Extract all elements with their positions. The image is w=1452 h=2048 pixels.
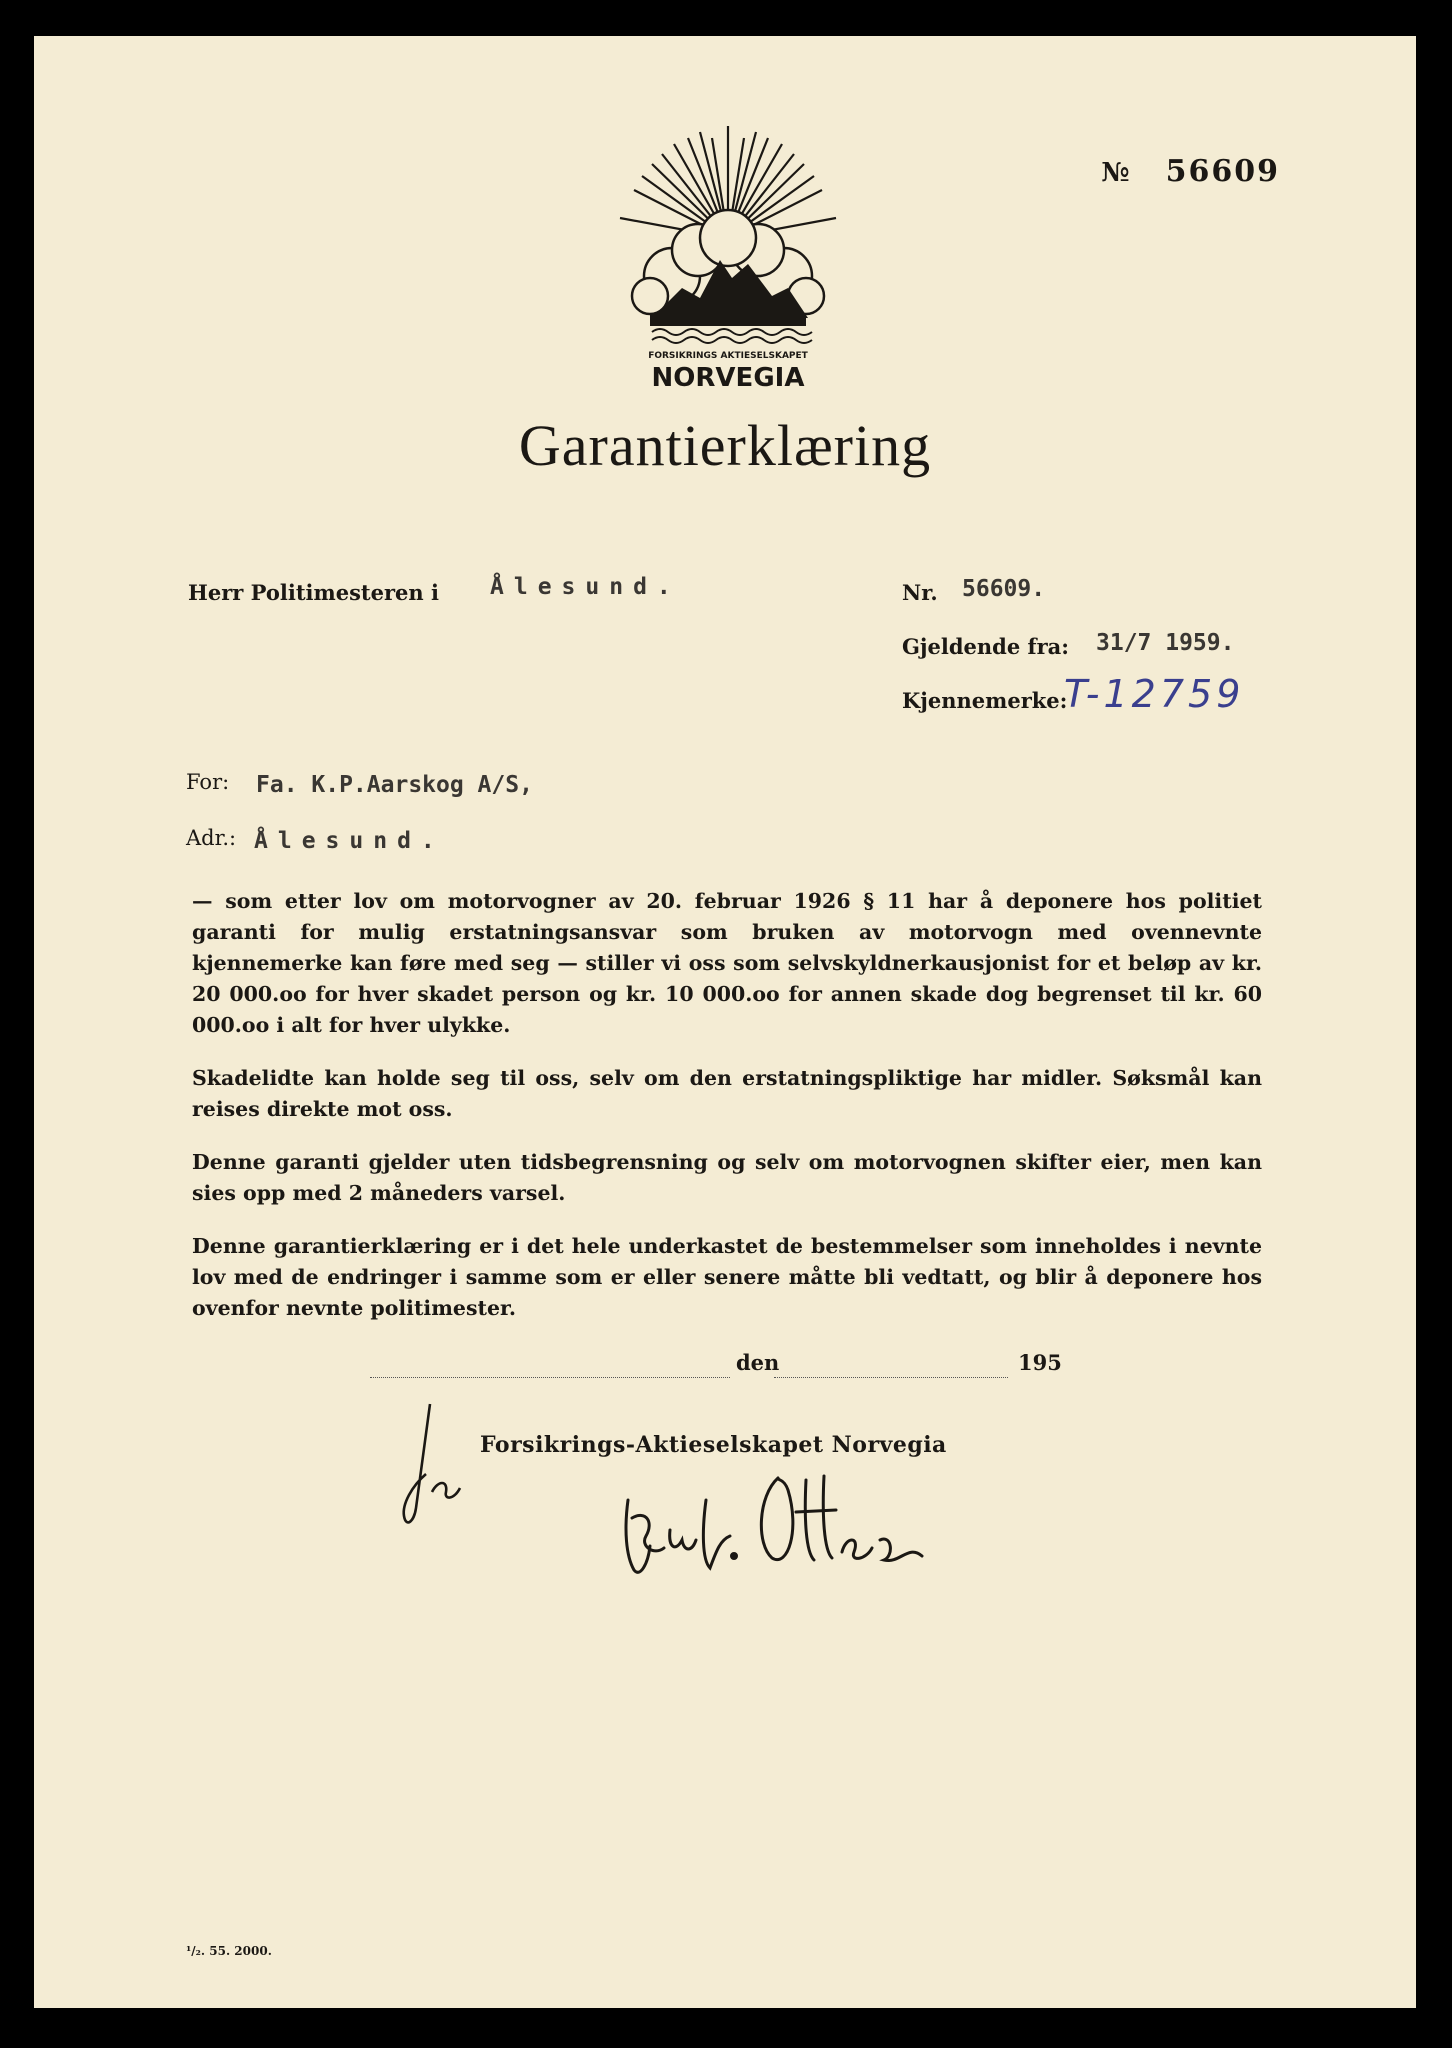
serial-number-value: 56609 [1165, 154, 1280, 189]
body-text [192, 886, 1262, 1346]
reg-mark-value: T-12759 [1064, 672, 1245, 716]
date-place-line [370, 1376, 730, 1378]
signature-text: Rud. Ottesen [610, 1460, 617, 1461]
signature-prefix-mark [396, 1396, 476, 1536]
logo-caption-large: NORVEGIA [651, 363, 805, 393]
paragraph-duration: Denne garanti gjelder uten tidsbegrensning og selv om motorvognen skifter eier, men kan sies opp med 2 måneders varsel. [192, 1150, 1262, 1205]
date-den-label: den [736, 1350, 780, 1375]
addr-value: Ålesund. [254, 828, 445, 854]
reg-mark-label: Kjennemerke: [902, 688, 1068, 713]
nr-label: Nr. [902, 580, 938, 605]
footer-code: ¹/₂. 55. 2000. [186, 1944, 272, 1958]
serial-number [1101, 154, 1280, 189]
company-name: Forsikrings-Aktieselskapet Norvegia [480, 1432, 947, 1458]
valid-from-value: 31/7 1959. [1096, 630, 1235, 656]
date-year-label: 195 [1018, 1350, 1062, 1375]
date-day-line [774, 1376, 1008, 1378]
valid-from-label: Gjeldende fra: [902, 634, 1069, 659]
paragraph-law: Denne garantierklæring er i det hele underkastet de bestemmelser som inneholdes i nevnte lov med de endringer i samme som er eller senere måtte bli vedtatt, og blir å deponere hos ovenfor nevnte politimester. [192, 1234, 1262, 1320]
for-value: Fa. K.P.Aarskog A/S, [256, 772, 533, 798]
addr-label: Adr.: [186, 826, 237, 850]
numero-sign: № [1101, 158, 1132, 188]
for-label: For: [186, 770, 230, 794]
document-page [34, 36, 1416, 2008]
paragraph-liability: — som etter lov om motorvogner av 20. februar 1926 § 11 har å deponere hos politiet garanti for mulig erstatningsansvar som bruken av motorvogn med ovennevnte kjennemerke kan føre med seg — stiller vi oss som selvskyldnerkausjonist for et beløp av kr. 20 000.oo for hver skadet person og kr. 10 000.oo for annen skade dog begrenset til kr. 60 000.oo i alt for hver ulykke. [192, 889, 1262, 1037]
recipient-city: Ålesund. [490, 574, 681, 600]
recipient-label: Herr Politimesteren i [188, 580, 439, 605]
nr-value: 56609. [962, 576, 1046, 602]
handwritten-signature [610, 1460, 930, 1590]
page-title: Garantierklæring [518, 413, 932, 478]
logo-caption-small: FORSIKRINGS AKTIESELSKAPET [648, 351, 808, 361]
norvegia-logo [612, 118, 844, 400]
paragraph-claims: Skadelidte kan holde seg til oss, selv om den erstatningspliktige har midler. Søksmål kan reises direkte mot oss. [192, 1066, 1262, 1121]
